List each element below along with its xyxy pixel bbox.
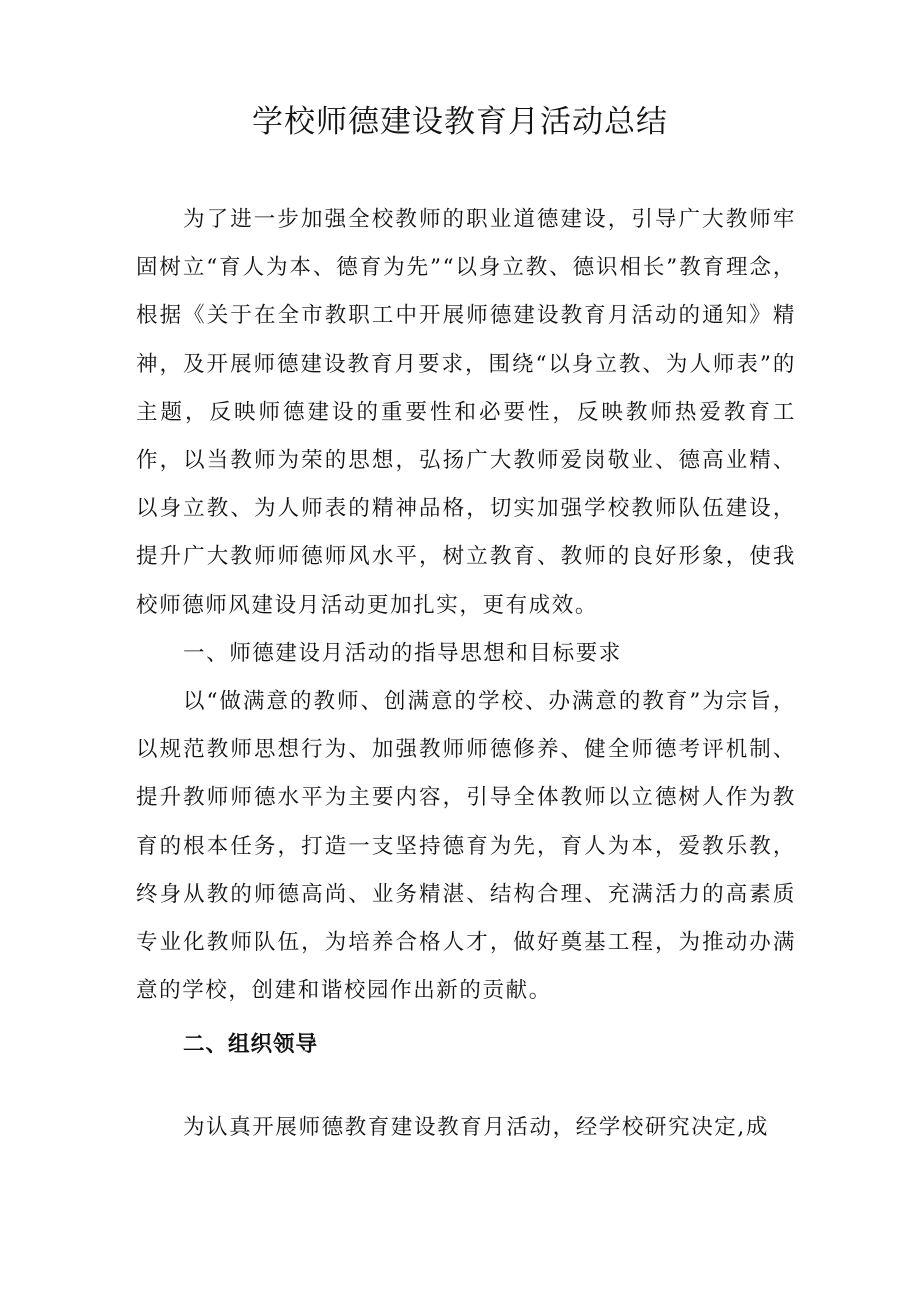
paragraph-guiding-ideology: 以“做满意的教师、创满意的学校、办满意的教育”为宗旨，以规范教师思想行为、加强教师师德修养、健全师德考评机制、提升教师师德水平为主要内容，引导全体教师以立德树人作为教育的根本任务，打造一支坚持德育为先，育人为本，爱教乐教，终身从教的师德高尚、业务精湛、结构合理、充满活力的高素质专业化教师队伍，为培养合格人才，做好奠基工程，为推动办满意的学校，创建和谐校园作出新的贡献。 — [136, 689, 796, 1004]
document-title: 学校师德建设教育月活动总结 — [252, 104, 668, 140]
section-heading-organization: 二、组织领导 — [183, 1032, 319, 1057]
paragraph-organization: 为认真开展师德教育建设教育月活动，经学校研究决定,成 — [183, 1115, 769, 1140]
paragraph-intro: 为了进一步加强全校教师的职业道德建设，引导广大教师牢固树立“育人为本、德育为先”“以身立教、德识相长”教育理念，根据《关于在全市教职工中开展师德建设教育月活动的通知》精神，及开展师德建设教育月要求，围绕“以身立教、为人师表”的主题，反映师德建设的重要性和必要性，反映教师热爱教育工作，以当教师为荣的思想，弘扬广大教师爱岗敬业、德高业精、以身立教、为人师表的精神品格，切实加强学校教师队伍建设，提升广大教师师德师风水平，树立教育、教师的良好形象，使我校师德师风建设月活动更加扎实，更有成效。 — [136, 207, 796, 618]
section-heading-guiding-ideology: 一、师德建设月活动的指导思想和目标要求 — [183, 641, 622, 666]
